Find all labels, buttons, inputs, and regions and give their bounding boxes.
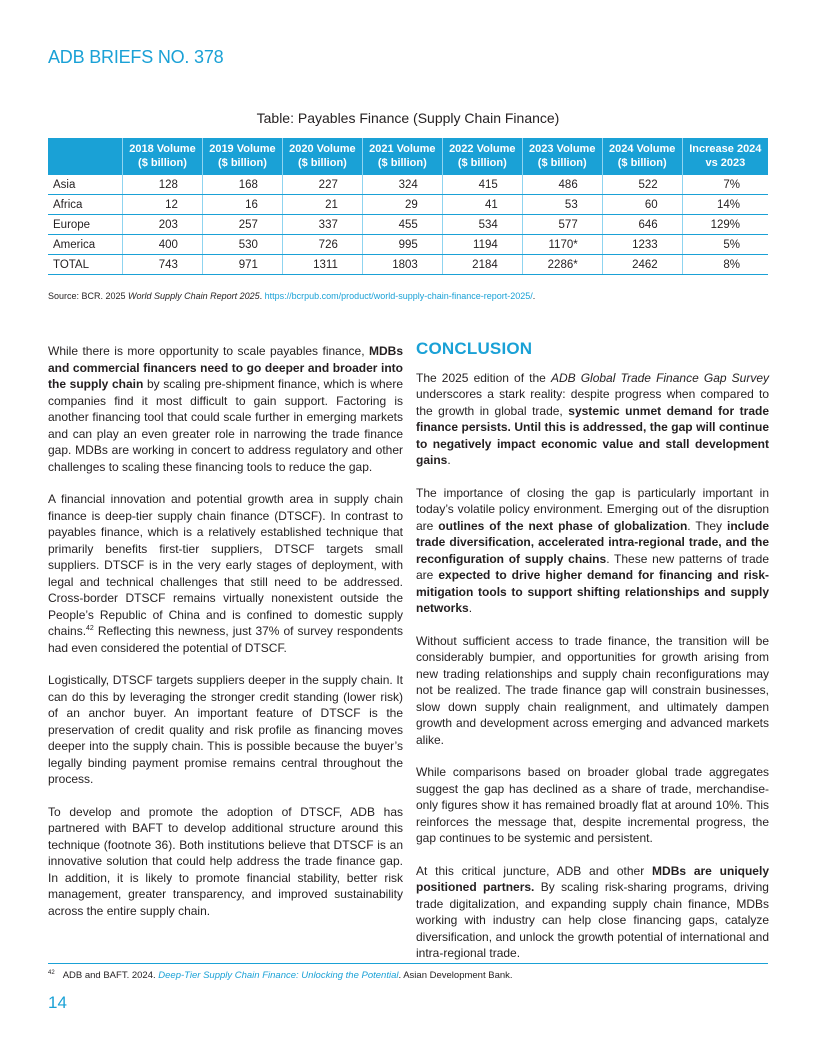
- column-header-2024: 2024 Volume ($ billion): [602, 138, 682, 175]
- value-cell: 522: [602, 175, 682, 195]
- value-cell: 324: [362, 175, 442, 195]
- value-cell: 400: [123, 235, 203, 255]
- value-cell: 995: [362, 235, 442, 255]
- region-cell: Africa: [48, 195, 123, 215]
- value-cell: 227: [282, 175, 362, 195]
- region-cell: America: [48, 235, 123, 255]
- value-cell: 1311: [282, 255, 362, 275]
- table-title: Table: Payables Finance (Supply Chain Finance): [256, 110, 560, 126]
- value-cell: 337: [282, 215, 362, 235]
- paragraph: While comparisons based on broader global trade aggregates suggest the gap has declined as a share of trade, merchandise-only figures show it has remained broadly flat at around 10%. This reinforces the message that, despite incremental progress, the gap continues to be systemic and persistent.: [416, 765, 769, 845]
- value-cell: 971: [202, 255, 282, 275]
- table-row: [48, 175, 768, 195]
- region-cell: Europe: [48, 215, 123, 235]
- paragraph: At this critical juncture, ADB and other MDBs are uniquely positioned partners. By scaling risk-sharing programs, driving trade digitalization, and expanding supply chain finance, MDBs working with industry can help close financing gaps, catalyze diversification, and unlock the growth potential of international and intra-regional trade.: [416, 863, 769, 960]
- table-row-total: [48, 255, 768, 275]
- footnote-divider: [48, 963, 768, 964]
- column-header-increase: Increase 2024 vs 2023: [682, 138, 768, 175]
- value-cell: 16: [202, 195, 282, 215]
- value-cell: 60: [602, 195, 682, 215]
- value-cell: 646: [602, 215, 682, 235]
- column-header-region: [48, 138, 123, 175]
- table-header-row: [48, 138, 768, 175]
- value-cell: 1233: [602, 235, 682, 255]
- value-cell: 53: [522, 195, 602, 215]
- value-cell: 743: [123, 255, 203, 275]
- value-cell: 168: [202, 175, 282, 195]
- paragraph: Logistically, DTSCF targets suppliers deeper in the supply chain. It can do this by leveraging the stronger credit standing (lower risk) of an anchor buyer. An important feature of DTSCF is the preservation of credit quality and risk profile as financing moves deeper into the supply chain. This is possible because the buyer’s legally binding payment promise remains central throughout the process.: [48, 673, 403, 786]
- value-cell: 726: [282, 235, 362, 255]
- paragraph: The 2025 edition of the ADB Global Trade Finance Gap Survey underscores a stark reality: despite progress when compared to the growth in global trade, systemic unmet demand for trade finance persists. Until this is addressed, the gap will continue to negatively impact economic value and stall development gains.: [416, 370, 769, 467]
- footnote-ref[interactable]: 42: [86, 625, 94, 632]
- value-cell: 12: [123, 195, 203, 215]
- column-header-2023: 2023 Volume ($ billion): [522, 138, 602, 175]
- value-cell: 577: [522, 215, 602, 235]
- section-heading-conclusion: CONCLUSION: [416, 339, 533, 358]
- value-cell: 530: [202, 235, 282, 255]
- column-header-2022: 2022 Volume ($ billion): [442, 138, 522, 175]
- value-cell: 2286*: [522, 255, 602, 275]
- region-cell: Asia: [48, 175, 123, 195]
- table-source: Source: BCR. 2025 World Supply Chain Report 2025. https://bcrpub.com/product/world-supply-chain-finance-report-2025/.: [48, 291, 536, 301]
- table-row: [48, 215, 768, 235]
- payables-finance-table: [48, 138, 768, 275]
- footnote-link[interactable]: Deep-Tier Supply Chain Finance: Unlocking the Potential: [158, 970, 399, 981]
- value-cell: 203: [123, 215, 203, 235]
- value-cell: 2184: [442, 255, 522, 275]
- value-cell: 534: [442, 215, 522, 235]
- column-header-2018: 2018 Volume ($ billion): [123, 138, 203, 175]
- value-cell: 455: [362, 215, 442, 235]
- value-cell: 486: [522, 175, 602, 195]
- value-cell: 1170*: [522, 235, 602, 255]
- table-row: [48, 195, 768, 215]
- column-header-2020: 2020 Volume ($ billion): [282, 138, 362, 175]
- increase-cell: 5%: [682, 235, 768, 255]
- paragraph: A financial innovation and potential growth area in supply chain finance is deep-tier supply chain finance (DTSCF). In contrast to payables finance, which is a relatively established technique that primarily benefits first-tier suppliers, DTSCF targets small suppliers. DTSCF is in the very early stages of deployment, with legal and technical challenges that still need to be addressed. Cross-border DTSCF remains virtually nonexistent outside the People’s Republic of China and is confined to domestic supply chains.$^{42}$ Reflecting this newness, just 37% of survey respondents had even considered the potential of DTSCF.: [48, 492, 403, 655]
- column-header-2019: 2019 Volume ($ billion): [202, 138, 282, 175]
- increase-cell: 8%: [682, 255, 768, 275]
- paragraph: While there is more opportunity to scale payables finance, MDBs and commercial financers need to go deeper and broader into the supply chain by scaling pre-shipment finance, which is where companies find it most difficult to gain support. Factoring is another financing tool that could scale further in emerging markets and can play an even greater role in narrowing the trade finance gap. MDBs are working in concert to address regulatory and other challenges to scaling these financing tools to reduce the gap.: [48, 344, 403, 474]
- value-cell: 29: [362, 195, 442, 215]
- value-cell: 2462: [602, 255, 682, 275]
- increase-cell: 7%: [682, 175, 768, 195]
- value-cell: 257: [202, 215, 282, 235]
- value-cell: 128: [123, 175, 203, 195]
- paragraph: Without sufficient access to trade finance, the transition will be considerably bumpier, and opportunities for growth arising from new trading relationships and supply chain reconfigurations may not be realized. The trade finance gap will constrain businesses, slow down supply chain realignment, and ultimately dampen growth and development across emerging and advanced markets alike.: [416, 633, 769, 747]
- increase-cell: 14%: [682, 195, 768, 215]
- right-column: [416, 341, 769, 978]
- increase-cell: 129%: [682, 215, 768, 235]
- value-cell: 1803: [362, 255, 442, 275]
- table-row: [48, 235, 768, 255]
- paragraph: The importance of closing the gap is particularly important in today’s volatile policy environment. Emerging out of the disruption are outlines of the next phase of globalization. They include trade diversification, accelerated intra-regional trade, and the reconfiguration of supply chains. These new patterns of trade are expected to drive higher demand for financing and risk-mitigation tools to support shifting relationships and supply networks.: [416, 485, 769, 615]
- paragraph: To develop and promote the adoption of DTSCF, ADB has partnered with BAFT to develop additional structure around this technique (footnote 36). Both institutions believe that DTSCF is an innovative solution that could help address the trade finance gap. In addition, it is likely to promote financial stability, better risk management, greater transparency, and improved sustainability across the entire supply chain.: [48, 804, 403, 918]
- value-cell: 21: [282, 195, 362, 215]
- page-number: 14: [48, 993, 67, 1012]
- value-cell: 41: [442, 195, 522, 215]
- series-title: ADB BRIEFS NO. 378: [48, 47, 224, 67]
- value-cell: 415: [442, 175, 522, 195]
- source-report-title: World Supply Chain Report 2025: [128, 291, 260, 301]
- value-cell: 1194: [442, 235, 522, 255]
- source-link[interactable]: https://bcrpub.com/product/world-supply-chain-finance-report-2025/: [264, 291, 533, 301]
- column-header-2021: 2021 Volume ($ billion): [362, 138, 442, 175]
- footnote: $^{42}$ ADB and BAFT. 2024. Deep-Tier Supply Chain Finance: Unlocking the Potential. Asian Development Bank.: [48, 970, 513, 981]
- region-cell: TOTAL: [48, 255, 123, 275]
- footnote-number: 42: [48, 970, 55, 976]
- left-column: [48, 343, 403, 935]
